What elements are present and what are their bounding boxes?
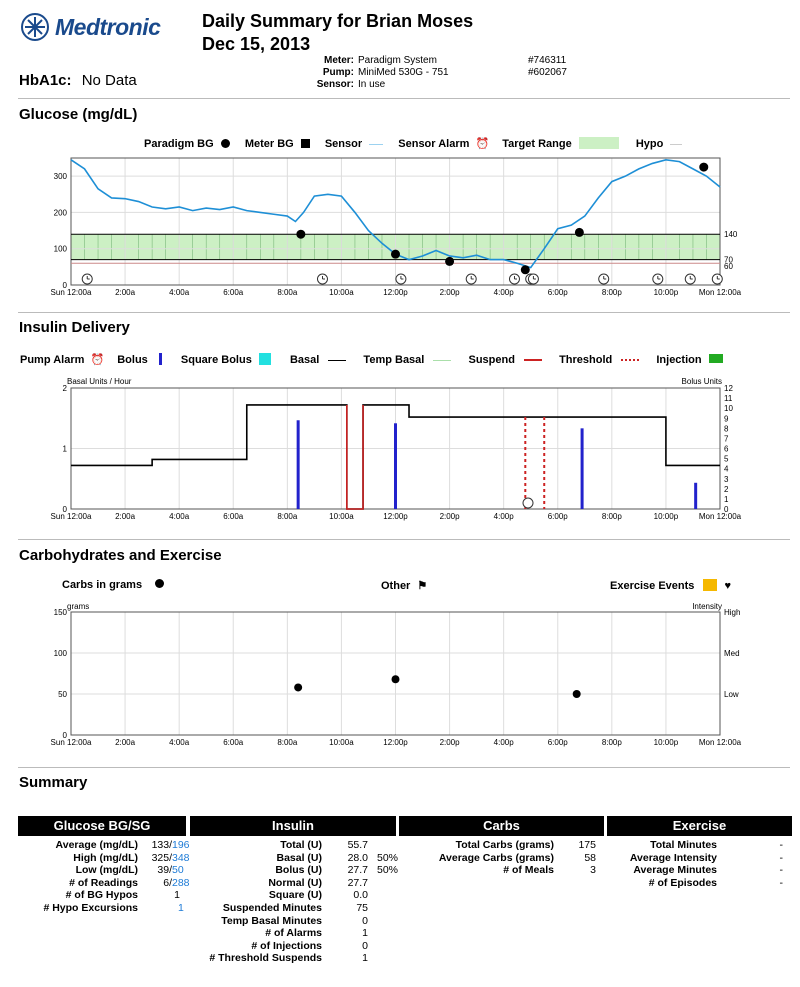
insulin-stat-value: 55.7 (347, 839, 368, 851)
glucose-stat-bg: 133/ (151, 839, 172, 851)
insulin-stat-value: 28.0 (347, 851, 368, 864)
hba1c (19, 72, 137, 89)
hypo-line-icon (670, 144, 682, 145)
carbs-stat-value: 175 (578, 839, 596, 851)
insulin-stat-label: Square (U) (268, 889, 322, 902)
carbs-point (392, 675, 400, 683)
x-tick-label: Sun 12:00a (50, 288, 92, 297)
carbs-stat-label: Average Carbs (grams) (438, 851, 554, 864)
device-info-value: Paradigm System (358, 55, 437, 66)
y-tick-label: 0 (62, 505, 67, 514)
glucose-stat-sg: 1 (178, 902, 184, 914)
injection-flag-icon (709, 354, 723, 363)
x-tick-label: 8:00p (601, 288, 622, 297)
summary-row (399, 852, 596, 865)
right-tick-label: 2 (724, 484, 729, 494)
x-tick-label: 8:00a (277, 288, 298, 297)
glucose-stat-label: # of BG Hypos (65, 889, 138, 902)
summary-row (190, 952, 398, 965)
x-tick-label: 6:00p (547, 288, 568, 297)
insulin-stat-label: Total (U) (280, 839, 322, 851)
summary-row (18, 839, 190, 852)
insulin-stat-value: 75 (356, 902, 368, 914)
hba1c-value: No Data (81, 72, 137, 89)
device-info-row (272, 79, 567, 91)
device-info-label: Meter: (323, 55, 354, 66)
x-tick-label: 2:00a (115, 738, 136, 747)
right-threshold-label: 60 (724, 262, 733, 272)
legend-bolus: Bolus (117, 354, 148, 366)
exercise-stat-label: # of Episodes (648, 876, 717, 889)
summary-row (399, 839, 596, 852)
x-tick-label: 4:00a (169, 738, 190, 747)
paradigm-bg-dot-icon (221, 139, 230, 148)
right-tick-label: 9 (724, 414, 729, 424)
insulin-stat-label: # of Injections (251, 939, 322, 952)
heart-icon: ♥ (724, 580, 732, 592)
summary-row (607, 877, 783, 890)
legend-other-label: Other (381, 580, 411, 592)
x-tick-label: 2:00a (115, 512, 136, 521)
right-threshold-label: 70 (724, 255, 733, 265)
summary-row (190, 877, 398, 890)
right-tick-label: 10 (724, 404, 733, 414)
sensor-alarm-marker (685, 274, 695, 284)
legend-target-range: Target Range (502, 138, 572, 150)
x-tick-label: Mon 12:00a (698, 288, 742, 297)
glucose-stat-label: High (mg/dL) (73, 851, 138, 864)
suspend-line-icon (524, 359, 542, 361)
glucose-stat-bg: 1 (174, 889, 180, 902)
exercise-stat-label: Average Intensity (629, 851, 717, 864)
insulin-stat-value: 27.7 (347, 876, 368, 889)
glucose-stat-sg: 196 (172, 839, 190, 851)
square-bolus-icon (259, 353, 271, 365)
legend-hypo: Hypo (635, 138, 664, 150)
carbs-stat-value: 3 (590, 864, 596, 877)
summary-row (18, 877, 190, 890)
insulin-stat-label: Bolus (U) (275, 864, 322, 877)
y-tick-label: 0 (62, 281, 67, 290)
y-tick-label: 300 (53, 172, 67, 182)
summary-row (18, 902, 184, 915)
glucose-stat-bg: 39/ (157, 864, 172, 877)
report-date: Dec 15, 2013 (202, 34, 311, 54)
glucose-legend (144, 137, 682, 150)
glucose-stat-sg: 348 (172, 851, 190, 864)
sensor-alarm-marker (509, 274, 519, 284)
insulin-stat-percent: 50% (376, 851, 398, 864)
suspend-line (347, 405, 363, 509)
right-tick-label: 0 (724, 505, 729, 514)
right-tick-label: 1 (724, 494, 729, 504)
paradigm-bg-point (296, 230, 305, 239)
intensity-label: Low (724, 690, 739, 699)
intensity-label: High (724, 608, 741, 617)
flag-icon: ⚑ (417, 580, 428, 592)
summary-row (190, 902, 398, 915)
meter-bg-square-icon (301, 139, 310, 148)
carbs-section-title: Carbohydrates and Exercise (19, 547, 222, 564)
insulin-stat-value: 0 (362, 914, 368, 927)
legend-carbs (62, 579, 164, 591)
paradigm-bg-point (521, 265, 530, 274)
summary-row (190, 940, 398, 953)
x-tick-label: 6:00p (547, 738, 568, 747)
bolus-bar (694, 483, 697, 509)
right-tick-label: 3 (724, 474, 729, 484)
glucose-stat-bg: 6/ (163, 876, 172, 889)
glucose-stat-sg: 288 (172, 876, 190, 889)
sensor-alarm-marker (528, 274, 538, 284)
y-tick-label: 50 (58, 690, 67, 699)
summary-row (18, 852, 190, 865)
summary-row (190, 915, 398, 928)
legend-sensor: Sensor (324, 138, 363, 150)
exercise-swatch-icon (703, 579, 717, 591)
carbs-dot-icon (155, 579, 164, 588)
legend-injection: Injection (656, 354, 702, 366)
y-tick-label: 1 (62, 444, 67, 454)
paradigm-bg-point (699, 163, 708, 172)
sensor-alarm-marker (82, 274, 92, 284)
legend-paradigm-bg: Paradigm BG (144, 138, 214, 150)
paradigm-bg-point (575, 228, 584, 237)
basal-line-icon (328, 360, 346, 361)
x-tick-label: 10:00p (653, 288, 679, 297)
x-tick-label: 4:00p (493, 738, 514, 747)
temp-basal-line-icon (433, 360, 451, 361)
device-info-row (272, 55, 567, 67)
target-range-swatch-icon (579, 137, 619, 149)
legend-suspend: Suspend (468, 354, 515, 366)
carbs-chart (0, 598, 800, 750)
glucose-stat-label: # of Readings (69, 876, 138, 889)
legend-carbs-label: Carbs in grams (62, 579, 143, 591)
insulin-stat-value: 1 (362, 927, 368, 940)
summary-row (607, 852, 783, 865)
y-tick-label: 0 (62, 731, 67, 740)
pump-alarm-icon (523, 498, 533, 508)
left-axis-label: grams (67, 602, 90, 611)
glucose-stat-label: # Hypo Excursions (43, 902, 138, 914)
right-tick-label: 7 (724, 434, 729, 444)
summary-insulin-header: Insulin (190, 816, 396, 836)
sensor-alarm-marker (599, 274, 609, 284)
insulin-stat-label: Normal (U) (268, 876, 322, 889)
summary-row (190, 864, 398, 877)
bolus-bar (297, 420, 300, 509)
x-tick-label: 2:00p (439, 512, 460, 521)
x-tick-label: 2:00p (439, 738, 460, 747)
insulin-stat-value: 1 (362, 952, 368, 965)
glucose-stat-label: Average (mg/dL) (55, 839, 138, 851)
device-info-label: Pump: (322, 67, 354, 78)
right-axis-label: Bolus Units (681, 377, 722, 386)
insulin-stat-label: # of Alarms (265, 927, 322, 940)
legend-temp-basal: Temp Basal (363, 354, 425, 366)
x-tick-label: 4:00p (493, 512, 514, 521)
device-info (272, 55, 567, 91)
x-tick-label: Mon 12:00a (698, 738, 742, 747)
glucose-chart (0, 150, 800, 302)
exercise-stat-label: Total Minutes (650, 839, 717, 851)
y-tick-label: 100 (53, 244, 67, 254)
summary-row (190, 927, 398, 940)
glucose-stat-sg: 50 (172, 864, 184, 877)
paradigm-bg-point (445, 257, 454, 266)
carbs-stat-value: 58 (584, 851, 596, 864)
x-tick-label: 4:00p (493, 288, 514, 297)
bolus-bar (581, 428, 584, 509)
device-info-value: MiniMed 530G - 751 (358, 67, 449, 78)
right-axis-label: Intensity (692, 602, 722, 611)
summary-row (190, 852, 398, 865)
legend-threshold: Threshold (559, 354, 613, 366)
device-info-value: In use (358, 79, 386, 90)
glucose-stat-label: Low (mg/dL) (75, 864, 138, 877)
bolus-bar-icon (159, 353, 162, 365)
legend-exercise-label: Exercise Events (610, 580, 695, 592)
x-tick-label: 10:00a (329, 288, 354, 297)
device-info-row (272, 67, 567, 79)
legend-sensor-alarm: Sensor Alarm (398, 138, 470, 150)
right-tick-label: 11 (724, 394, 733, 404)
summary-row (18, 889, 180, 902)
left-axis-label: Basal Units / Hour (67, 377, 132, 386)
x-tick-label: 12:00p (383, 288, 408, 297)
x-tick-label: 10:00a (329, 512, 354, 521)
legend-meter-bg: Meter BG (244, 138, 294, 150)
x-tick-label: 4:00a (169, 512, 190, 521)
right-threshold-label: 140 (724, 230, 738, 240)
legend-exercise (610, 579, 731, 592)
right-tick-label: 12 (724, 384, 733, 393)
x-tick-label: 12:00p (383, 738, 408, 747)
insulin-stat-label: Temp Basal Minutes (221, 914, 322, 927)
x-tick-label: 4:00a (169, 288, 190, 297)
insulin-stat-label: Suspended Minutes (222, 902, 322, 914)
threshold-line-icon (621, 359, 639, 361)
sensor-alarm-marker (653, 274, 663, 284)
legend-basal: Basal (289, 354, 320, 366)
right-tick-label: 6 (724, 444, 729, 454)
glucose-stat-bg: 325/ (151, 851, 172, 864)
summary-row (190, 889, 398, 902)
alarm-clock-icon: ⏰ (475, 138, 490, 150)
x-tick-label: 10:00p (653, 738, 679, 747)
right-tick-label: 4 (724, 464, 729, 474)
x-tick-label: 8:00a (277, 512, 298, 521)
summary-row (607, 839, 783, 852)
legend-pump-alarm: Pump Alarm (20, 354, 85, 366)
x-tick-label: 12:00p (383, 512, 408, 521)
x-tick-label: 10:00a (329, 738, 354, 747)
insulin-stat-value: 27.7 (347, 864, 368, 877)
insulin-stat-value: 0 (362, 939, 368, 952)
carbs-point (573, 690, 581, 698)
insulin-stat-percent: 50% (376, 864, 398, 877)
carbs-stat-label: # of Meals (503, 864, 554, 877)
exercise-stat-label: Average Minutes (633, 864, 717, 877)
exercise-stat-value: - (779, 851, 783, 864)
insulin-chart (0, 372, 800, 527)
exercise-stat-value: - (779, 864, 783, 877)
right-tick-label: 5 (724, 454, 729, 464)
x-tick-label: 8:00p (601, 738, 622, 747)
glucose-section-title: Glucose (mg/dL) (19, 106, 138, 123)
paradigm-bg-point (391, 250, 400, 259)
insulin-stat-label: Basal (U) (276, 851, 322, 864)
brand-logo: Medtronic (55, 14, 161, 40)
insulin-legend (20, 353, 723, 366)
x-tick-label: 10:00p (653, 512, 679, 521)
x-tick-label: 6:00p (547, 512, 568, 521)
sensor-alarm-marker (466, 274, 476, 284)
x-tick-label: 6:00a (223, 288, 244, 297)
x-tick-label: 2:00a (115, 288, 136, 297)
bolus-bar (394, 423, 397, 509)
exercise-stat-value: - (779, 839, 783, 851)
medtronic-logo-icon (20, 12, 50, 42)
alarm-clock-icon: ⏰ (90, 354, 105, 366)
summary-row (190, 839, 398, 852)
summary-row (607, 864, 783, 877)
y-tick-label: 100 (53, 649, 67, 658)
x-tick-label: Sun 12:00a (50, 738, 92, 747)
summary-row (18, 864, 184, 877)
legend-square-bolus: Square Bolus (180, 354, 252, 366)
insulin-stat-label: # Threshold Suspends (209, 952, 322, 965)
sensor-alarm-marker (396, 274, 406, 284)
summary-carbs-header: Carbs (399, 816, 604, 836)
device-info-serial: #746311 (528, 55, 567, 66)
x-tick-label: 6:00a (223, 738, 244, 747)
summary-section-title: Summary (19, 774, 88, 791)
y-tick-label: 150 (53, 608, 67, 617)
intensity-label: Med (724, 649, 740, 658)
y-tick-label: 2 (62, 384, 67, 393)
legend-other (381, 579, 427, 592)
sensor-alarm-marker (317, 274, 327, 284)
hba1c-label: HbA1c: (19, 72, 72, 89)
sensor-alarm-marker (712, 274, 722, 284)
exercise-stat-value: - (779, 876, 783, 889)
summary-row (399, 864, 596, 877)
x-tick-label: Mon 12:00a (698, 512, 742, 521)
insulin-stat-value: 0.0 (353, 889, 368, 902)
summary-exercise-header: Exercise (607, 816, 792, 836)
summary-glucose-header: Glucose BG/SG (18, 816, 186, 836)
x-tick-label: 8:00a (277, 738, 298, 747)
device-info-serial: #602067 (528, 67, 567, 78)
page-title: Daily Summary for Brian Moses (202, 11, 474, 31)
sensor-line-icon (369, 144, 383, 145)
y-tick-label: 200 (53, 208, 67, 218)
x-tick-label: Sun 12:00a (50, 512, 92, 521)
right-tick-label: 8 (724, 424, 729, 434)
device-info-label: Sensor: (316, 79, 354, 90)
insulin-section-title: Insulin Delivery (19, 319, 130, 336)
carbs-point (294, 683, 302, 691)
x-tick-label: 6:00a (223, 512, 244, 521)
x-tick-label: 8:00p (601, 512, 622, 521)
x-tick-label: 2:00p (439, 288, 460, 297)
carbs-stat-label: Total Carbs (grams) (455, 839, 554, 851)
